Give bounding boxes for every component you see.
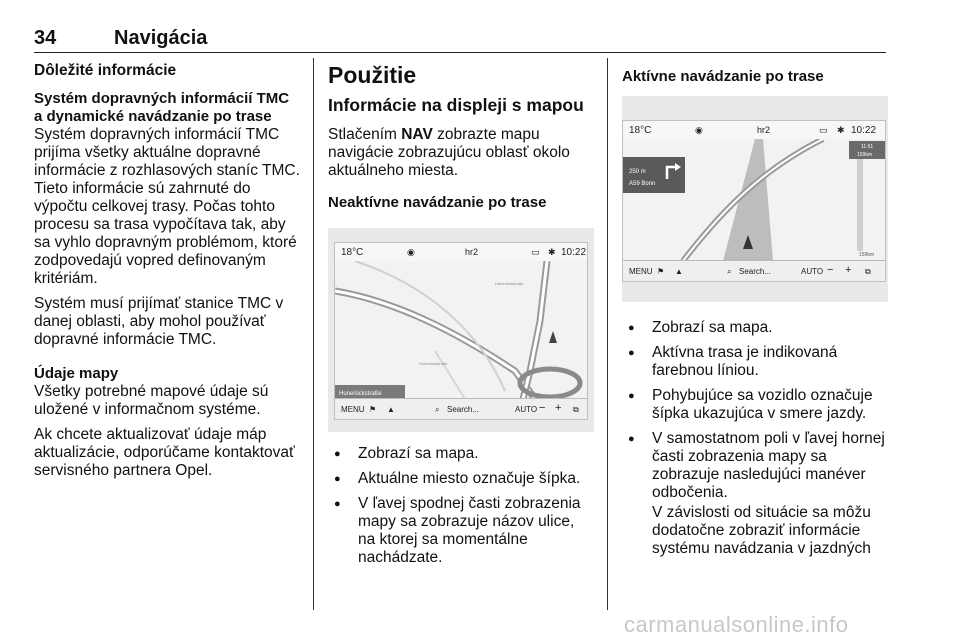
list-item: ● Aktívna trasa je indikovaná farebnou líniou. (622, 344, 888, 380)
maneuver-distance: 250 m (629, 169, 646, 175)
menu-button[interactable]: MENU (629, 267, 653, 276)
nav-key: NAV (401, 126, 433, 143)
chapter-title: Navigácia (114, 27, 208, 49)
list-item: ● Zobrazí sa mapa. (622, 319, 888, 337)
figure-map-inactive (328, 228, 594, 432)
auto-button[interactable]: AUTO (515, 405, 538, 414)
phone-icon: ▭ (531, 247, 540, 257)
column-divider (607, 58, 608, 610)
page-header (34, 24, 886, 53)
map-data-heading: Údaje mapy (34, 365, 119, 382)
zoom-out-icon[interactable]: − (827, 264, 834, 276)
bottom-bar (623, 260, 885, 281)
settings-icon: ✱ (548, 247, 556, 257)
section-title: Použitie (328, 62, 417, 88)
list-item: ● Zobrazí sa mapa. (328, 445, 594, 463)
column-2 (328, 62, 594, 212)
map-data-paragraph: Všetky potrebné mapové údaje sú uložené v informačnom systéme. (34, 383, 269, 418)
bottom-bar (335, 398, 587, 419)
clock: 10:22 (851, 125, 877, 136)
clock: 10:22 (561, 247, 587, 258)
list-item: ● V samostatnom poli v ľavej hornej časti zobrazenia mapy sa zobrazuje nasledujúci manéver odbočenia. (622, 430, 888, 502)
zoom-in-icon[interactable]: + (845, 264, 852, 276)
remaining-distance: 159km (859, 252, 875, 258)
tmc-paragraph: Systém dopravných informácií TMC prijíma všetky aktuálne dopravné informácie z rozhlasových staníc TMC. Tieto informácie sú zahrnuté do výpočtu celkovej trasy. Počas tohto procesu sa trasa vypočítava tak, aby sa vyhlo dopravným problémom, ktoré zodpovedajú vopred definovaným kritériám. (34, 126, 300, 287)
location-icon: ◉ (407, 247, 415, 257)
page-number: 34 (34, 27, 57, 49)
map-screen (334, 242, 588, 420)
zoom-in-icon[interactable]: + (555, 402, 562, 414)
column-3 (622, 68, 888, 86)
tmc-paragraph: Systém musí prijímať stanice TMC v danej oblasti, aby mohol používať dopravné informácie TMC. (34, 295, 284, 348)
location-icon: ◉ (695, 125, 703, 135)
svg-text:Hunerückstraße: Hunerückstraße (495, 281, 524, 286)
person-icon[interactable]: ▲ (387, 405, 395, 414)
column-3-bullets (622, 319, 888, 558)
tmc-heading: Systém dopravných informácií TMC a dynamické navádzanie po trase (34, 90, 290, 125)
status-bar (335, 243, 587, 261)
subsection-title: Informácie na displeji s mapou (328, 95, 584, 115)
auto-button[interactable]: AUTO (801, 267, 824, 276)
section-title: Dôležité informácie (34, 62, 177, 79)
person-icon[interactable]: ▲ (675, 267, 683, 276)
audio-source: hr2 (465, 247, 479, 257)
temperature: 18°C (629, 125, 652, 136)
menu-button[interactable]: MENU (341, 405, 365, 414)
audio-source: hr2 (757, 125, 771, 135)
street-name: Hunerückstraße (339, 391, 382, 397)
intro-paragraph: Stlačením NAV zobrazte mapu navigácie zobrazujúcu oblasť okolo aktuálneho miesta. (328, 126, 570, 179)
flag-icon[interactable]: ⚑ (657, 267, 665, 276)
maneuver-road: A59 Bonn (629, 181, 656, 187)
phone-icon: ▭ (819, 125, 828, 135)
watermark: carmanualsonline.info (624, 612, 849, 637)
list-item-continuation: V závislosti od situácie sa môžu dodatočne zobraziť informácie systému navádzania v jazdných (652, 504, 871, 557)
search-field[interactable]: Search... (447, 405, 480, 414)
list-item: ● Aktuálne miesto označuje šípka. (328, 470, 594, 488)
column-1 (34, 62, 300, 487)
search-icon: ⌕ (435, 405, 440, 414)
maneuver-box (623, 157, 685, 193)
settings-icon: ✱ (837, 125, 845, 135)
list-item: ● Pohybujúce sa vozidlo označuje šípka ukazujúca v smere jazdy. (622, 387, 888, 423)
search-field[interactable]: Search... (739, 267, 772, 276)
column-divider (313, 58, 314, 610)
flag-icon[interactable]: ⚑ (369, 405, 377, 414)
external-icon[interactable]: ⧉ (573, 405, 579, 414)
eta-distance: 159km (857, 152, 873, 158)
figure-map-active (622, 96, 888, 302)
column-2-bullets (328, 445, 594, 574)
list-item: ● V ľavej spodnej časti zobrazenia mapy sa zobrazuje názov ulice, na ktorej sa momentálne nachádzate. (328, 495, 594, 567)
inactive-guidance-heading: Neaktívne navádzanie po trase (328, 194, 547, 211)
search-icon: ⌕ (727, 267, 732, 276)
eta-time: 11:51 (861, 144, 874, 150)
external-icon[interactable]: ⧉ (865, 267, 871, 276)
map-screen (622, 120, 886, 282)
status-bar (623, 121, 885, 139)
svg-text:Hunerückstraße: Hunerückstraße (419, 361, 448, 366)
active-guidance-heading: Aktívne navádzanie po trase (622, 68, 824, 85)
map-canvas (623, 139, 885, 261)
map-canvas (335, 261, 587, 399)
map-data-paragraph: Ak chcete aktualizovať údaje máp aktualizácie, odporúčame kontaktovať servisného partnera Opel. (34, 426, 295, 479)
zoom-out-icon[interactable]: − (539, 402, 546, 414)
temperature: 18°C (341, 247, 364, 258)
